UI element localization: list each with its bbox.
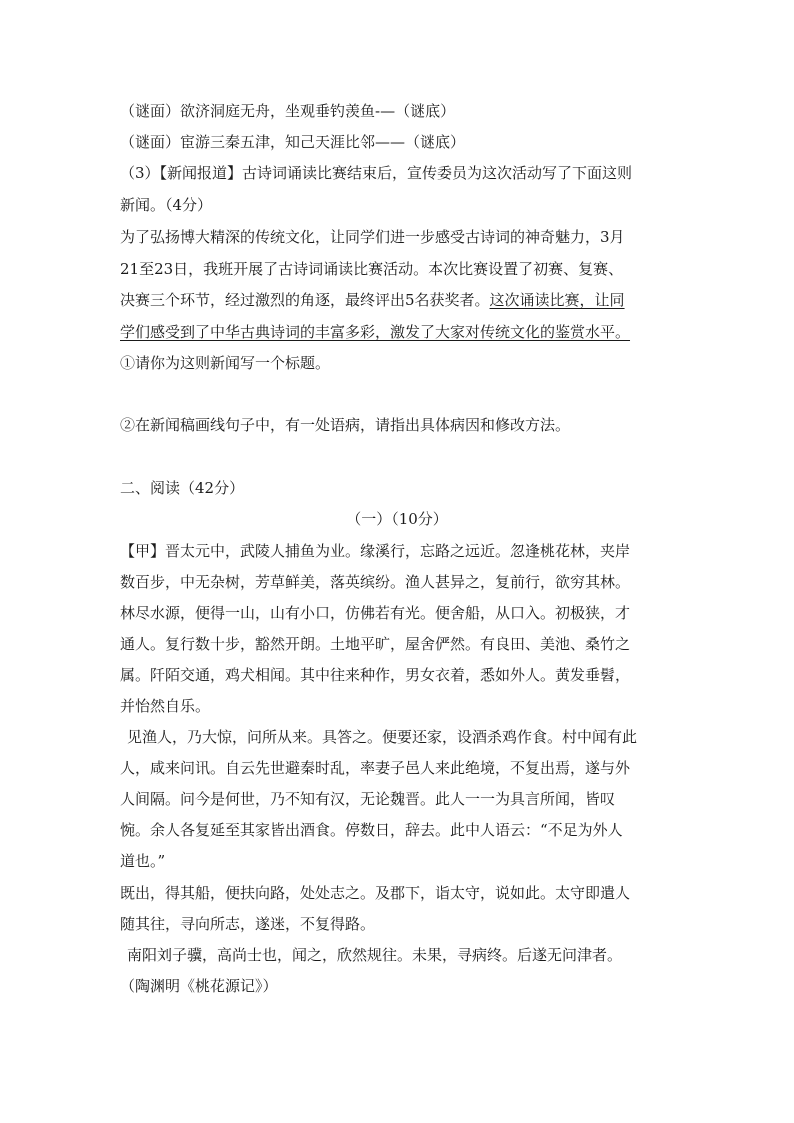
news-line-2: 21至23日，我班开展了古诗词诵读比赛活动。本次比赛设置了初赛、复赛、 xyxy=(120,260,624,278)
question-3-heading: （3）【新闻报道】古诗词诵读比赛结束后，宣传委员为这次活动写了下面这则 xyxy=(120,164,633,182)
passage-1-heading: （一）（10分） xyxy=(346,510,448,528)
riddle-line-1: （谜面）欲济洞庭无舟，坐观垂钓羡鱼-—（谜底） xyxy=(120,102,456,120)
riddle-line-2: （谜面）宦游三秦五津，知己天涯比邻——（谜底） xyxy=(120,133,466,151)
news-line-3 xyxy=(120,289,625,310)
passage-line-1: 【甲】晋太元中，武陵人捕鱼为业。缘溪行，忘路之远近。忽逢桃花林，夹岸 xyxy=(120,542,631,560)
passage-line-5: 属。阡陌交通，鸡犬相闻。其中往来种作，男女衣着，悉如外人。黄发垂髫， xyxy=(120,666,631,684)
passage-line-7: 见渔人，乃大惊，问所从来。具答之。便要还家，设酒杀鸡作食。村中闻有此 xyxy=(127,728,638,746)
passage-line-11: 道也。” xyxy=(120,852,166,870)
subquestion-2: ②在新闻稿画线句子中，有一处语病，请指出具体病因和修改方法。 xyxy=(120,416,571,434)
passage-line-13: 随其往，寻向所志，遂迷，不复得路。 xyxy=(120,915,376,933)
passage-line-10: 惋。余人各复延至其家皆出酒食。停数日，辞去。此中人语云：“不足为外人 xyxy=(120,821,623,839)
section-2-heading: 二、阅读（42分） xyxy=(120,479,245,497)
passage-line-6: 并怡然自乐。 xyxy=(120,697,211,715)
news-line-3-plain: 决赛三个环节，经过激烈的角逐，最终评出5名获奖者。 xyxy=(120,291,490,309)
passage-line-2: 数百步，中无杂树，芳草鲜美，落英缤纷。渔人甚异之，复前行，欲穷其林。 xyxy=(120,573,631,591)
passage-line-14: 南阳刘子骥，高尚士也，闻之，欣然规往。未果，寻病终。后遂无问津者。 xyxy=(127,946,623,964)
passage-source: （陶渊明《桃花源记》） xyxy=(120,977,278,995)
news-line-4-underlined: 学们感受到了中华古典诗词的丰富多彩，激发了大家对传统文化的鉴赏水平。 xyxy=(120,323,631,341)
passage-line-12: 既出，得其船，便扶向路，处处志之。及郡下，诣太守，说如此。太守即遣人 xyxy=(120,884,631,902)
question-3-heading-cont: 新闻。（4分） xyxy=(120,196,213,214)
news-line-1: 为了弘扬博大精深的传统文化，让同学们进一步感受古诗词的神奇魅力，3月 xyxy=(120,228,625,246)
passage-line-3: 林尽水源，便得一山，山有小口，仿佛若有光。便舍船，从口入。初极狭，才 xyxy=(120,604,631,622)
passage-line-8: 人，咸来问讯。自云先世避秦时乱，率妻子邑人来此绝境，不复出焉，遂与外 xyxy=(120,759,631,777)
subquestion-1: ①请你为这则新闻写一个标题。 xyxy=(120,354,331,372)
passage-line-9: 人间隔。问今是何世，乃不知有汉，无论魏晋。此人一一为具言所闻，皆叹 xyxy=(120,790,616,808)
news-line-3-underlined: 这次诵读比赛，让同 xyxy=(489,291,625,309)
passage-line-4: 通人。复行数十步，豁然开朗。土地平旷，屋舍俨然。有良田、美池、桑竹之 xyxy=(120,635,631,653)
